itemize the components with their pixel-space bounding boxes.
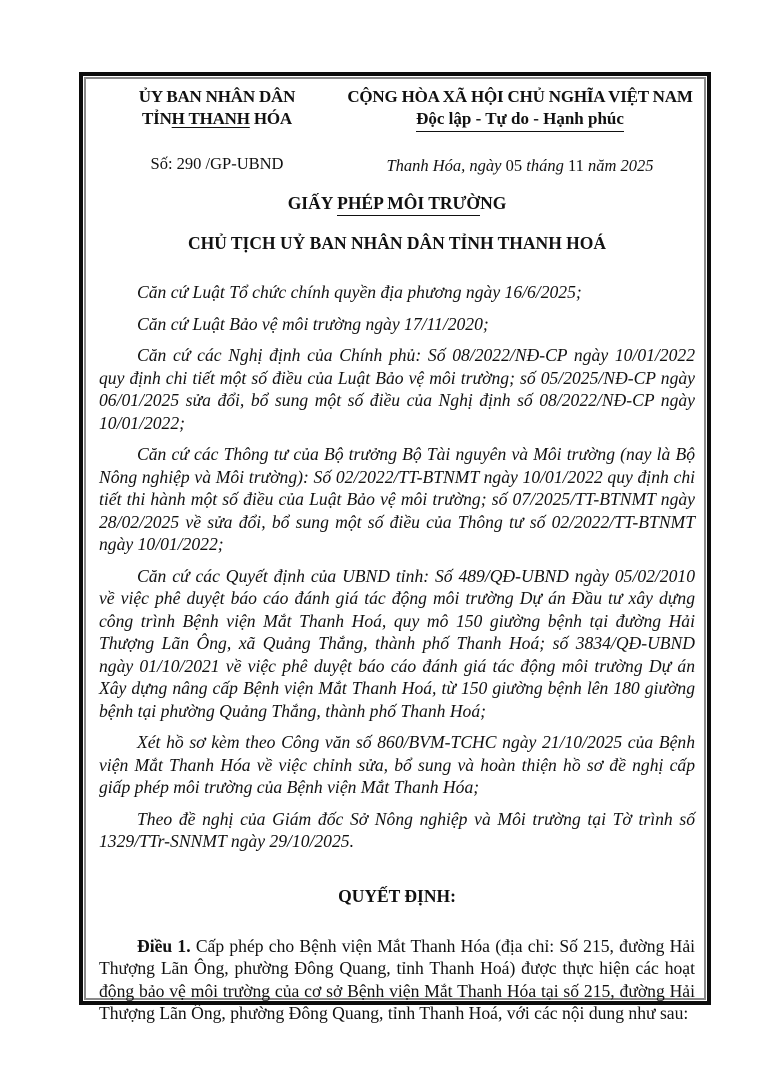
decision-heading: QUYẾT ĐỊNH: <box>338 885 456 906</box>
agency-line-1: ỦY BAN NHÂN DÂN <box>138 87 296 106</box>
document-title <box>99 193 695 214</box>
country-name: CỘNG HÒA XÃ HỘI CHỦ NGHĨA VIỆT NAM <box>347 87 693 106</box>
date-year: năm 2025 <box>587 156 654 175</box>
article-1-label: Điều 1. <box>137 935 191 956</box>
national-header <box>331 86 709 176</box>
agency-line-2-underlined: H THANH <box>171 109 250 128</box>
preamble-paragraph: Căn cứ các Quyết định của UBND tỉnh: Số 489/QĐ-UBND ngày 05/02/2010 về việc phê duyệt báo cáo đánh giá tác động môi trường Dự án Đầu tư xây dựng công trình Bệnh viện Mắt Thanh Hoá, quy mô 150 giường bệnh tại đường Hải Thượng Lãn Ông, xã Quảng Thắng, thành phố Thanh Hoá; số 3834/QĐ-UBND ngày 01/10/2021 về việc phê duyệt báo cáo đánh giá tác động môi trường Dự án Xây dựng nâng cấp Bệnh viện Mắt Thanh Hoá, từ 150 giường bệnh lên 180 giường bệnh tại phường Quảng Thắng, thành phố Thanh Hoá; <box>99 565 695 721</box>
month-label: tháng <box>526 156 564 175</box>
preamble-paragraph: Theo đề nghị của Giám đốc Sở Nông nghiệp và Môi trường tại Tờ trình số 1329/TTr-SNNMT ngày 29/10/2025. <box>99 808 695 851</box>
preamble-paragraph: Căn cứ Luật Tổ chức chính quyền địa phương ngày 16/6/2025; <box>137 282 582 302</box>
preamble-paragraph: Căn cứ Luật Bảo vệ môi trường ngày 17/11/2020; <box>137 313 489 334</box>
date-month: 11 <box>563 156 588 175</box>
agency-line-2-start: TỈN <box>142 109 172 128</box>
agency-line-2-end: HÓA <box>249 109 292 128</box>
issuing-authority: CHỦ TỊCH UỶ BAN NHÂN DÂN TỈNH THANH HOÁ <box>187 233 607 253</box>
preamble-paragraph: Xét hồ sơ kèm theo Công văn số 860/BVM-TCHC ngày 21/10/2025 của Bệnh viện Mắt Thanh Hóa về việc chỉnh sửa, bổ sung và hoàn thiện hồ sơ đề nghị cấp giấp phép môi trường của Bệnh viện Mắt Thanh Hóa; <box>99 732 695 797</box>
document-header <box>99 86 695 196</box>
date-day: 05 <box>505 156 527 175</box>
issuing-agency <box>117 86 317 174</box>
document-frame <box>79 72 711 1023</box>
article-1-text: Cấp phép cho Bệnh viện Mắt Thanh Hóa (địa chỉ: Số 215, đường Hải Thượng Lãn Ông, phường Đông Quang, tỉnh Thanh Hoá) được thực hiện các hoạt động bảo vệ môi trường của cơ sở Bệnh viện Mắt Thanh Hóa tại số 215, đường Hải Thượng Lãn Ông, phường Đông Quang, tỉnh Thanh Hoá, với các nội dung như sau: <box>99 935 696 1023</box>
preamble-paragraph: Căn cứ các Thông tư của Bộ trưởng Bộ Tài nguyên và Môi trường (nay là Bộ Nông nghiệp và Môi trường): Số 02/2022/TT-BTNMT ngày 10/01/2022 quy định chi tiết thi hành một số điều của Luật Bảo vệ môi trường; số 07/2025/TT-BTNMT ngày 28/02/2025 về sửa đổi, bổ sung một số điều của Thông tư số 02/2022/TT-BTNMT ngày 10/01/2022; <box>99 444 695 554</box>
place-prefix: Thanh Hóa, ngày <box>386 156 506 175</box>
agency-line-2 <box>117 108 317 130</box>
title-underlined: PHÉP MÔI TRƯỜ <box>337 193 480 216</box>
title-start: GIẤY <box>287 193 338 213</box>
title-end: NG <box>480 193 507 213</box>
preamble-paragraph: Căn cứ các Nghị định của Chính phủ: Số 08/2022/NĐ-CP ngày 10/01/2022 quy định chi tiết một số điều của Luật Bảo vệ môi trường; số 05/2025/NĐ-CP ngày 06/01/2025 sửa đổi, bổ sung một số điều của Nghị định số 08/2022/NĐ-CP ngày 10/01/2022; <box>99 345 695 433</box>
place-and-date <box>331 156 709 176</box>
article-1 <box>99 935 695 1025</box>
document-body <box>99 281 695 1034</box>
document-number: Số: 290 /GP-UBND <box>150 154 284 173</box>
national-motto: Độc lập - Tự do - Hạnh phúc <box>416 108 624 132</box>
